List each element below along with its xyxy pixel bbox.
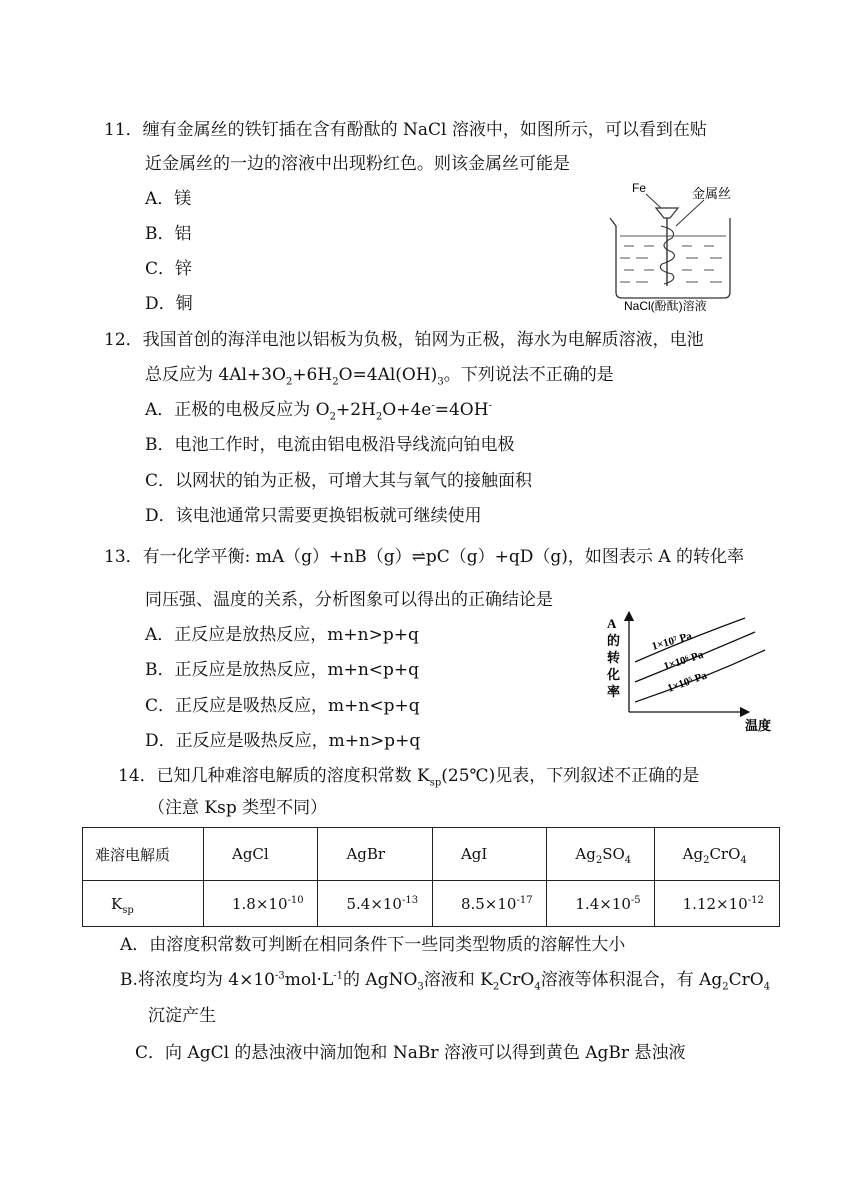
curve-label-1e6: 1×10⁶ Pa [662,648,705,673]
subscript: 2 [329,411,336,423]
q13-text: pC（g）+qD（g)，如图表示 A 的转化率 [425,547,745,567]
beaker-figure [606,178,746,313]
superscript: -12 [747,894,764,906]
table-row [83,881,780,927]
subscript: 2 [703,855,710,867]
q13-option-b: B．正反应是放热反应，m+n<p+q [145,660,420,680]
q14-b-part: mol·L [284,970,334,990]
ksp-table [82,827,780,927]
question-12-text: 我国首创的海洋电池以铝板为负极，铂网为正极，海水为电解质溶液，电池 [142,330,704,350]
table-row [83,828,780,881]
graph-y-label [606,616,620,699]
table-header-cell: 难溶电解质 [83,828,204,881]
q12-option-c: C．以网状的铂为正极，可增大其与氧气的接触面积 [145,471,533,491]
q14-b-part: CrO [728,970,764,990]
q14-text: (25℃)见表，下列叙述不正确的是 [441,766,700,786]
superscript: -13 [401,894,419,906]
question-11-stem-line-1 [104,118,707,142]
formula-part: SO [602,845,625,864]
subscript: 2 [722,981,729,993]
superscript: -1 [333,970,343,982]
table-cell-value [432,881,546,927]
question-13-stem-line-1 [104,545,744,569]
superscript: -10 [287,894,304,906]
superscript: - [488,400,492,412]
table-header-cell-ksp [83,881,204,927]
question-12-stem-line-1 [104,328,704,352]
table-cell-value [654,881,779,927]
table-cell-value [318,881,432,927]
question-11-stem-line-2: 近金属丝的一边的溶液中出现粉红色。则该金属丝可能是 [145,154,570,174]
value-base: 1.8×10 [232,894,288,913]
y-label-char: A [607,616,617,631]
q13-text: 有一化学平衡: mA（g）+nB（g） [142,547,412,567]
nail-head [656,208,678,218]
formula-part: CrO [709,845,741,864]
q14-option-b-line-2: 沉淀产生 [148,1006,216,1026]
q14-text: 已知几种难溶电解质的溶度积常数 K [156,766,430,786]
q12-option-b: B．电池工作时，电流由铝电极沿导线流向铂电极 [145,435,515,455]
curve-label-1e5: 1×10⁵ Pa [665,669,709,695]
q13-option-c: C．正反应是吸热反应，m+n<p+q [145,696,420,716]
q12-a-part: A．正极的电极反应为 O [145,400,330,420]
q13-option-a: A．正反应是放热反应，m+n>p+q [145,625,419,645]
question-13-stem-line-2: 同压强、温度的关系，分析图象可以得出的正确结论是 [145,590,553,610]
superscript: - [431,400,435,412]
y-label-char: 转 [607,650,621,665]
q12-reaction-part: O=4Al(OH) [338,365,438,385]
value-base: 1.4×10 [575,894,631,913]
q14-option-b-line-1 [120,968,770,992]
question-12-stem-line-2 [145,363,614,387]
q14-b-part: 溶液和 K [423,970,493,990]
solution-label: NaCl(酚酞)溶液 [624,299,707,313]
fe-label: Fe [632,181,647,195]
formula-part: Ag [682,845,704,864]
table-cell-ag2cro4 [654,828,779,881]
q11-option-b: B．铝 [145,224,192,244]
value-base: 5.4×10 [346,894,402,913]
table-cell-ag2so4 [547,828,654,881]
q14-option-a: A．由溶度积常数可判断在相同条件下一些同类型物质的溶解性大小 [120,935,626,955]
q11-option-c: C．锌 [145,259,193,279]
table-cell-agbr: AgBr [318,828,432,881]
q14-b-part: 的 AgNO [343,970,418,990]
superscript: -3 [275,970,285,982]
graph-x-label: 温度 [745,718,772,733]
question-12-number: 12． [104,330,143,350]
value-base: 8.5×10 [460,894,517,913]
subscript: sp [429,777,442,789]
subscript: 4 [624,855,632,867]
value-base: 1.12×10 [682,894,748,913]
subscript: 4 [763,981,771,993]
y-label-char: 的 [607,633,621,648]
wire-label: 金属丝 [692,186,732,201]
formula-part: Ag [575,845,596,864]
q11-option-d: D．铜 [145,294,193,314]
question-14-number: 14． [118,766,157,786]
q12-reaction-part: 总反应为 4Al+3O [145,365,286,385]
table-cell-agcl: AgCl [204,828,318,881]
table-cell-value [547,881,654,927]
table-cell-value [204,881,318,927]
superscript: -17 [516,894,533,906]
q12-a-part: =4OH [434,400,489,420]
curve-label-1e7: 1×10⁷ Pa [650,630,694,653]
equilibrium-arrow-icon: ⇌ [411,547,426,567]
superscript: -5 [630,894,641,906]
q14-b-part: B.将浓度均为 4×10 [120,970,275,990]
q14-b-part: CrO [499,970,535,990]
ksp-k: K [111,894,123,913]
q11-option-a: A．镁 [145,189,192,209]
q14-option-c: C．向 AgCl 的悬浊液中滴加饱和 NaBr 溶液可以得到黄色 AgBr 悬浊液 [135,1043,686,1063]
q12-option-d: D．该电池通常只需要更换铝板就可继续使用 [145,506,482,526]
subscript: 4 [534,981,541,993]
subscript: 2 [492,981,500,993]
subscript: 3 [437,376,444,388]
subscript: 2 [285,376,293,388]
subscript: 2 [595,855,603,867]
y-label-char: 率 [607,684,621,699]
q12-a-part: O+4e [382,400,432,420]
q12-a-part: +2H [336,400,376,420]
table-cell-agi: AgI [432,828,546,881]
q12-reaction-part: +6H [292,365,333,385]
conversion-graph [605,610,780,735]
q14-b-part: 溶液等体积混合，有 Ag [540,970,723,990]
subscript: 4 [740,855,747,867]
y-label-char: 化 [607,667,621,682]
subscript: 3 [417,981,424,993]
question-13-number: 13． [104,547,143,567]
question-14-stem-line-2: （注意 Ksp 类型不同） [148,798,328,818]
question-11-number: 11． [104,120,143,140]
q12-reaction-part: 。下列说法不正确的是 [443,365,614,385]
q13-option-d: D．正反应是吸热反应，m+n>p+q [145,731,421,751]
subscript: sp [122,904,134,916]
q12-option-a [145,398,492,422]
question-11-text: 缠有金属丝的铁钉插在含有酚酞的 NaCl 溶液中，如图所示，可以看到在贴 [142,120,707,140]
subscript: 2 [375,411,383,423]
subscript: 2 [332,376,339,388]
question-14-stem-line-1 [118,764,699,788]
